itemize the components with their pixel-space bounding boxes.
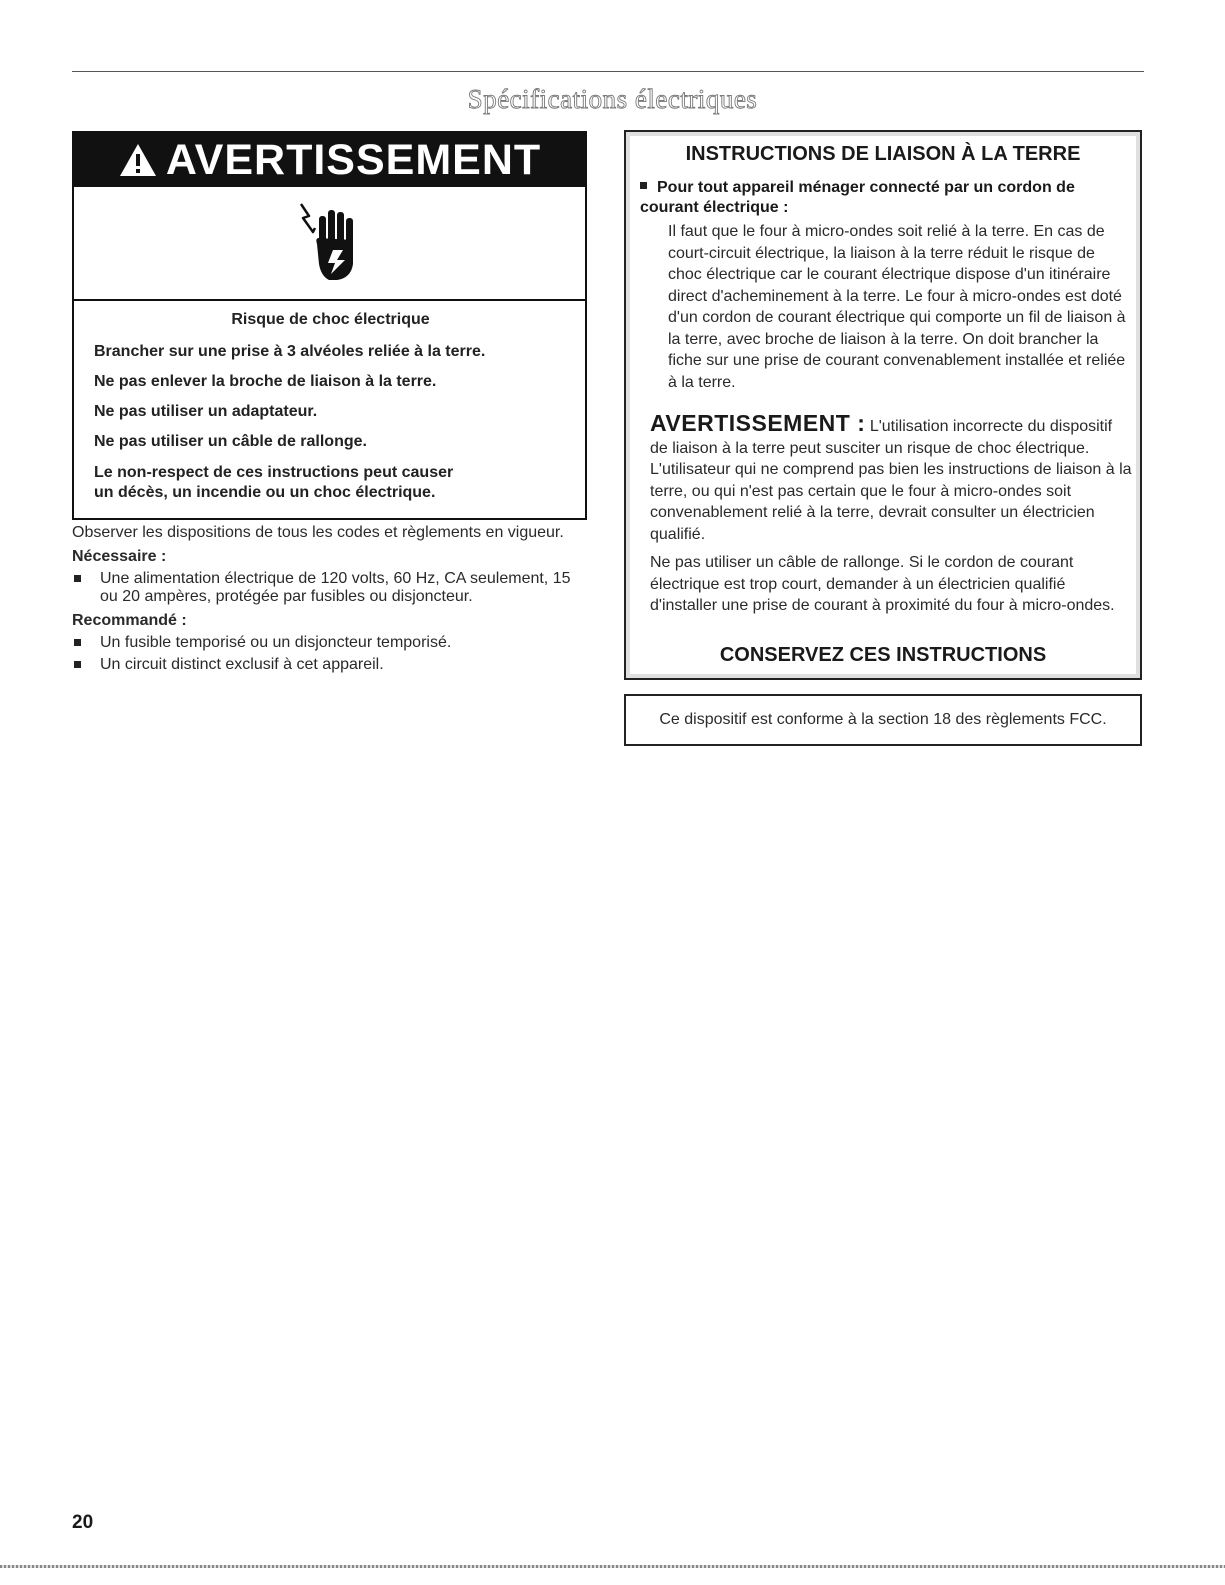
warning-header-label: AVERTISSEMENT (165, 135, 542, 184)
warning-line: Brancher sur une prise à 3 alvéoles reliée à la terre. (94, 343, 486, 360)
grounding-body: Il faut que le four à micro-ondes soit relié à la terre. En cas de court-circuit électrique, la liaison à la terre réduit le risque de choc électrique car le courant électrique dispose d'un itinéraire direct d'acheminement à la terre. Le four à micro-ondes est doté d'un cordon de courant électrique qui comporte un fil de liaison à la terre, avec broche de liaison à la terre. On doit brancher la fiche sur une prise de courant convenablement installée et reliée à la terre. (668, 223, 1126, 391)
list-item-text: Un fusible temporisé ou un disjoncteur temporisé. (100, 634, 452, 651)
risk-title: Risque de choc électrique (231, 311, 430, 328)
page-title: Spécifications électriques (467, 84, 758, 114)
warning-consequence (94, 463, 567, 503)
bullet-square-icon (74, 639, 81, 646)
required-heading: Nécessaire : (72, 548, 167, 565)
warning-box (72, 131, 587, 520)
warning-triangle-icon (118, 142, 158, 178)
keep-instructions: CONSERVEZ CES INSTRUCTIONS (719, 644, 1047, 666)
top-rule (72, 71, 1144, 72)
intro-paragraph: Observer les dispositions de tous les codes et règlements en vigueur. (72, 524, 564, 541)
extension-cord-notice: Ne pas utiliser un câble de rallonge. Si le cordon de courant électrique est trop court, demander à un électricien qualifié d'installer une prise de courant à proximité du four à micro-ondes. (650, 554, 1115, 614)
list-item (72, 656, 587, 674)
grounding-instructions-box (624, 130, 1142, 680)
list-item (72, 634, 587, 652)
electric-shock-hand-icon (295, 198, 365, 288)
list-item-text: Un circuit distinct exclusif à cet appareil. (100, 656, 384, 673)
bullet-square-icon (74, 575, 81, 582)
warning-line: Ne pas enlever la broche de liaison à la terre. (94, 373, 437, 390)
fcc-notice: Ce dispositif est conforme à la section 18 des règlements FCC. (624, 694, 1142, 746)
warning-line: Ne pas utiliser un câble de rallonge. (94, 433, 367, 450)
left-column (72, 524, 587, 678)
warning-consequence-line1: Le non-respect de ces instructions peut causer (94, 464, 454, 481)
recommended-heading: Recommandé : (72, 612, 187, 629)
warning-body (74, 301, 585, 503)
grounding-title: INSTRUCTIONS DE LIAISON À LA TERRE (685, 143, 1081, 165)
warning-header (74, 133, 585, 187)
page-number: 20 (72, 1512, 94, 1533)
grounding-warning-text: L'utilisation incorrecte du dispositif de liaison à la terre peut susciter un risque de choc électrique. L'utilisateur qui ne comprend pas bien les instructions de liaison à la terre, ou qui n'est pas certain que le four à micro-ondes soit convenablement relié à la terre, devrait consulter un électricien qualifié. (650, 418, 1132, 543)
bullet-square-icon (640, 182, 647, 189)
grounding-subheading (640, 178, 1130, 218)
bottom-rule (0, 1565, 1225, 1568)
warning-icon-area (74, 187, 585, 301)
grounding-warning-lead: AVERTISSEMENT : (650, 410, 866, 436)
list-item (72, 570, 587, 606)
list-item-text: Une alimentation électrique de 120 volts, 60 Hz, CA seulement, 15 ou 20 ampères, protégée par fusibles ou disjoncteur. (100, 570, 571, 605)
warning-line: Ne pas utiliser un adaptateur. (94, 403, 318, 420)
grounding-warning (650, 410, 1132, 545)
grounding-subheading-text: Pour tout appareil ménager connecté par un cordon de courant électrique : (640, 179, 1075, 216)
bullet-square-icon (74, 661, 81, 668)
warning-consequence-line2: un décès, un incendie ou un choc électrique. (94, 484, 436, 501)
